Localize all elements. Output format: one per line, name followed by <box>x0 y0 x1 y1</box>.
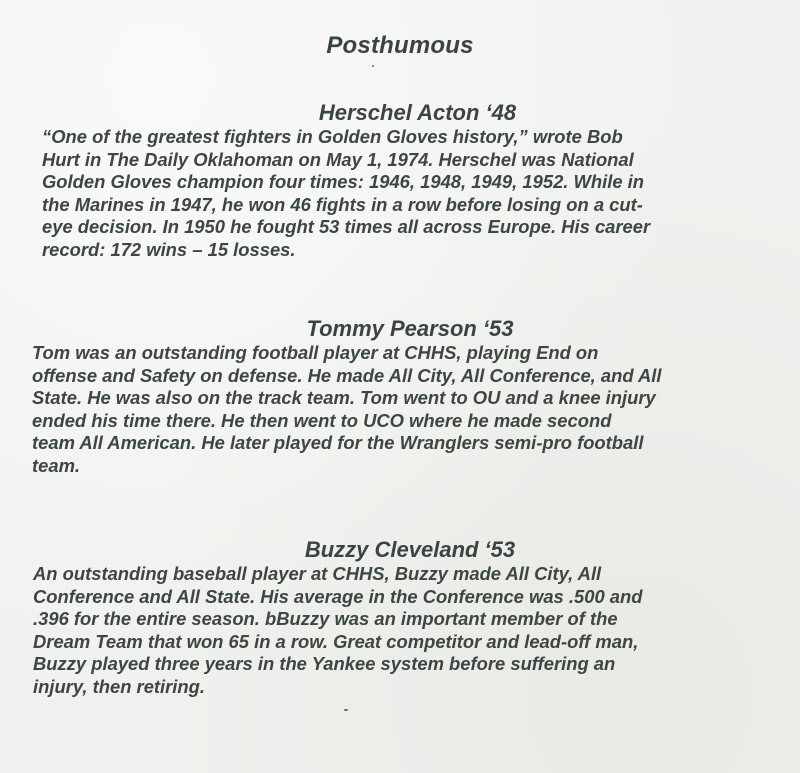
entry-text: Tom was an outstanding football player at CHHS, playing End on offense and Safety on defense. He made All City, All Conference, and All State. He was also on the track team. Tom went to OU and a knee injury ended his time there. He then went to UCO where he made second team All American. He later played for the Wranglers semi-pro football team. <box>32 342 662 476</box>
scan-speck <box>344 709 348 711</box>
entry-name: Buzzy Cleveland ‘53 <box>304 537 516 562</box>
entry-buzzy-cleveland <box>0 537 800 698</box>
entry-tommy-pearson <box>0 316 800 477</box>
scan-speck <box>372 65 374 67</box>
page-title: Posthumous <box>326 32 474 59</box>
entry-text: An outstanding baseball player at CHHS, Buzzy made All City, All Conference and All State. His average in the Conference was .500 and .396 for the entire season. bBuzzy was an important member of the Dream Team that won 65 in a row. Great competitor and lead-off man, Buzzy played three years in the Yankee system before suffering an injury, then retiring. <box>33 563 643 697</box>
entry-text: “One of the greatest fighters in Golden Gloves history,” wrote Bob Hurt in The Daily Oklahoman on May 1, 1974. Herschel was National Golden Gloves champion four times: 1946, 1948, 1949, 1952. While in the Marines in 1947, he won 46 fights in a row before losing on a cut- eye decision. In 1950 he fought 53 times all across Europe. His career record: 172 wins – 15 losses. <box>42 126 651 260</box>
entry-name: Herschel Acton ‘48 <box>318 100 517 125</box>
entry-name: Tommy Pearson ‘53 <box>306 316 514 341</box>
entry-herschel-acton <box>0 100 800 261</box>
